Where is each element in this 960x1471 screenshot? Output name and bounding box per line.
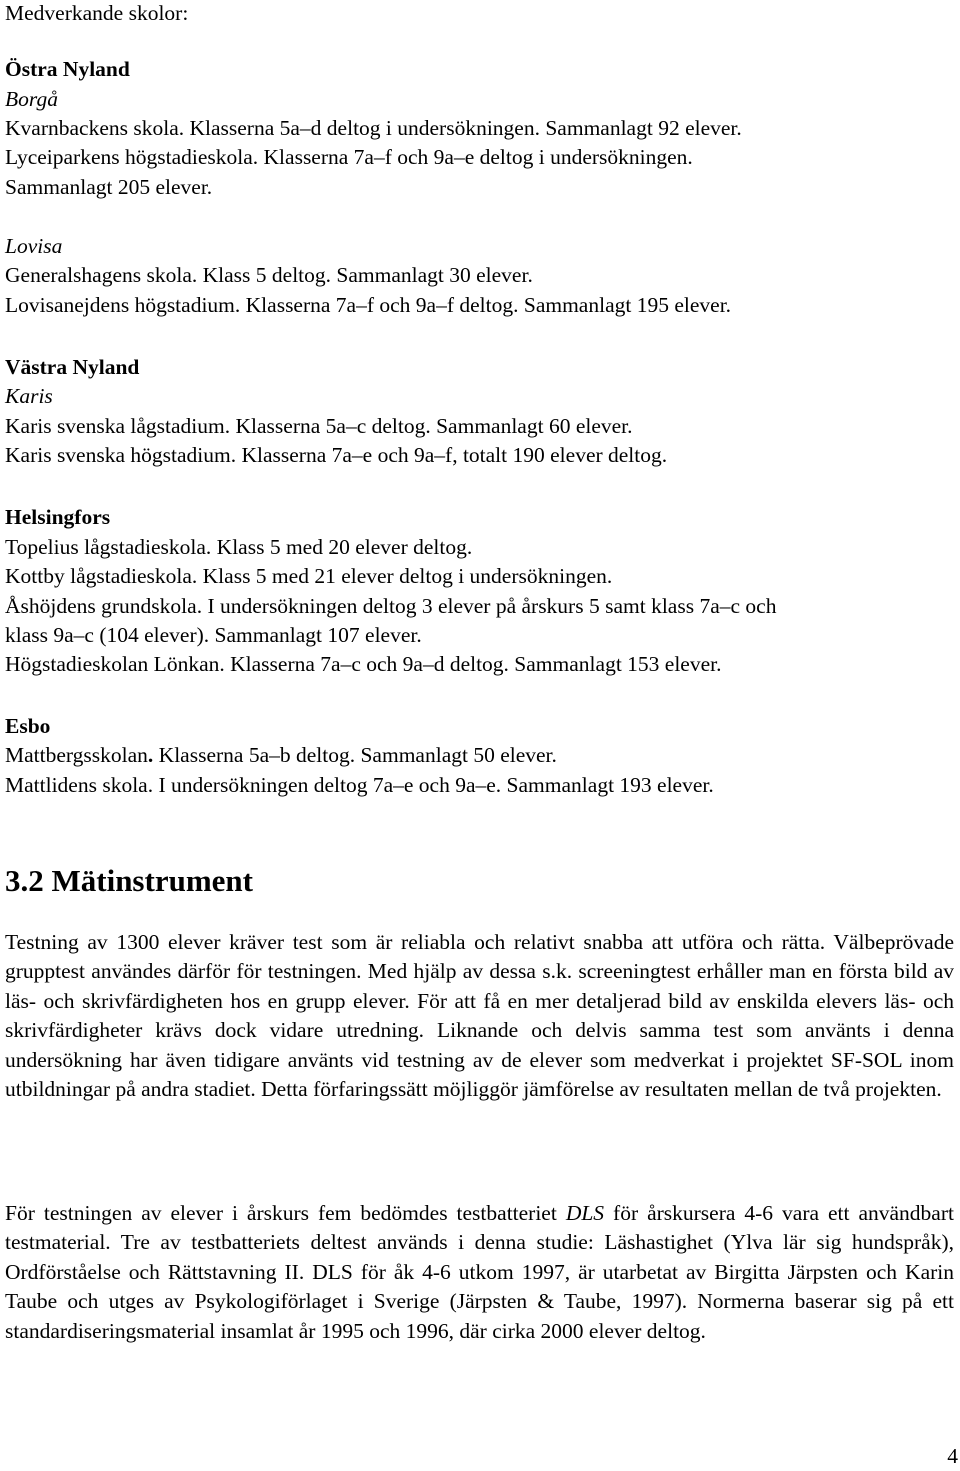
school-line [5, 265, 533, 287]
school-details: Klass 5 med 21 elever deltog i undersökningen. [202, 564, 613, 588]
school-details: Klass 5 med 20 elever deltog. [216, 535, 473, 559]
page-number: 4 [947, 1444, 958, 1468]
paragraph-2-text [5, 1199, 954, 1346]
school-details: Klasserna 7a–e och 9a–f, totalt 190 elever deltog. [241, 443, 668, 467]
region-heading-helsingfors: Helsingfors [5, 505, 111, 529]
region-heading-ostra-nyland: Östra Nyland [5, 57, 130, 81]
school-name: Mattlidens skola. [5, 773, 154, 797]
school-line-continuation: Sammanlagt 205 elever. [5, 175, 213, 199]
school-details: Klass 5 deltog. Sammanlagt 30 elever. [202, 263, 533, 287]
school-line [5, 118, 742, 140]
school-details: Klasserna 5a–b deltog. Sammanlagt 50 elever. [158, 743, 557, 767]
school-line [5, 566, 612, 588]
school-details: Klasserna 7a–c och 9a–d deltog. Sammanlagt 153 elever. [230, 652, 722, 676]
school-name: Lovisanejdens högstadium. [5, 293, 241, 317]
school-line [5, 416, 633, 438]
school-line [5, 654, 722, 676]
school-name: Karis svenska högstadium. [5, 443, 237, 467]
school-name: Högstadieskolan Lönkan. [5, 652, 225, 676]
school-details: Klasserna 5a–d deltog i undersökningen. Sammanlagt 92 elever. [189, 116, 742, 140]
dls-italic: DLS [565, 1201, 605, 1225]
school-details: Klasserna 5a–c deltog. Sammanlagt 60 elever. [235, 414, 633, 438]
school-details: I undersökningen deltog 7a–e och 9a–e. Sammanlagt 193 elever. [158, 773, 714, 797]
section-number: 3.2 [5, 863, 44, 898]
school-details: Klasserna 7a–f och 9a–f deltog. Sammanlagt 195 elever. [245, 293, 732, 317]
school-line [5, 775, 714, 797]
school-details: I undersökningen deltog 3 elever på årskurs 5 samt klass 7a–c och [207, 594, 777, 618]
region-heading-esbo: Esbo [5, 714, 51, 738]
school-line [5, 445, 667, 467]
school-name: Kvarnbackens skola. [5, 116, 185, 140]
intro-heading: Medverkande skolor: [5, 1, 189, 25]
town-heading-karis: Karis [5, 384, 53, 408]
school-name: Mattbergsskolan [5, 743, 148, 767]
school-name: Karis svenska lågstadium. [5, 414, 231, 438]
paragraph-2-after: för årskursera 4-6 vara ett användbart testmaterial. Tre av testbatteriets deltest används i denna studie: Läshastighet (Ylva lär sig hundspråk), Ordförståelse och Rättstavning II. DLS för åk 4-6 utkom 1997, är utarbetat av Birgitta Järpsten och Karin Taube och utges av Psykologiförlaget i Sverige (Järpsten & Taube, 1997). Normerna baserar sig på ett standardiseringsmaterial insamlat år 1995 och 1996, där cirka 2000 elever deltog. [5, 1201, 954, 1343]
school-line-continuation: klass 9a–c (104 elever). Sammanlagt 107 elever. [5, 623, 422, 647]
town-heading-borga: Borgå [5, 87, 58, 111]
paragraph-1 [5, 928, 954, 1104]
paragraph-1-text: Testning av 1300 elever kräver test som är reliabla och relativt snabba att utföra och rätta. Välbeprövade grupptest användes därför för testningen. Med hjälp av dessa s.k. screeningtest erhåller man en första bild av läs- och skrivfärdigheten hos en grupp elever. För att få en mer detaljerad bild av enskilda elevers läs- och skrivfärdigheter krävs dock vidare utredning. Liknande och delvis samma test som använts i denna undersökning har även tidigare använts vid testning av de elever som medverkat i projektet SF-SOL inom utbildningar på andra stadiet. Detta förfaringssätt möjliggör jämförelse av resultaten mellan de två projekten. [5, 930, 954, 1102]
school-line [5, 295, 731, 317]
school-name: Generalshagens skola. [5, 263, 198, 287]
school-line [5, 147, 693, 169]
school-line [5, 537, 472, 559]
paragraph-2 [5, 1199, 954, 1346]
school-name: Kottby lågstadieskola. [5, 564, 198, 588]
school-name: Topelius lågstadieskola. [5, 535, 212, 559]
paragraph-2-before: För testningen av elever i årskurs fem bedömdes testbatteriet [5, 1201, 557, 1225]
school-name-period: . [147, 743, 154, 767]
school-line [5, 596, 776, 618]
school-line [5, 745, 557, 767]
school-details: Klasserna 7a–f och 9a–e deltog i undersökningen. [263, 145, 693, 169]
section-title: Mätinstrument [51, 863, 253, 898]
town-heading-lovisa: Lovisa [5, 234, 63, 258]
section-heading [5, 865, 253, 896]
region-heading-vastra-nyland: Västra Nyland [5, 355, 140, 379]
school-name: Lyceiparkens högstadieskola. [5, 145, 259, 169]
school-name: Åshöjdens grundskola. [5, 594, 203, 618]
